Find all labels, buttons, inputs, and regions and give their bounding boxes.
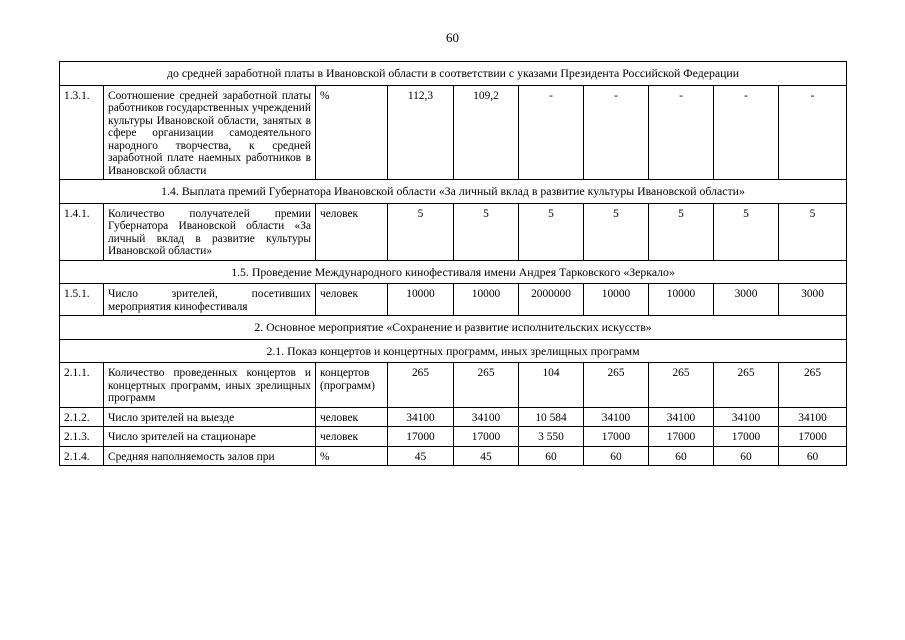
- value-cell: 10000: [584, 284, 649, 316]
- value-cell: 2000000: [519, 284, 584, 316]
- unit-cell: человек: [316, 203, 388, 260]
- value-cell: 5: [454, 203, 519, 260]
- value-cell: 109,2: [454, 85, 519, 180]
- section-row: [60, 339, 847, 363]
- value-cell: 5: [714, 203, 779, 260]
- row-number: 1.3.1.: [60, 85, 104, 180]
- value-cell: 34100: [584, 407, 649, 427]
- unit-cell: %: [316, 85, 388, 180]
- row-number: 1.4.1.: [60, 203, 104, 260]
- row-number: 2.1.2.: [60, 407, 104, 427]
- value-cell: 5: [649, 203, 714, 260]
- table-row: [60, 363, 847, 408]
- indicators-table: [59, 61, 847, 466]
- indicator-name: Число зрителей, посетивших мероприятия кинофестиваля: [104, 284, 316, 316]
- value-cell: 104: [519, 363, 584, 408]
- value-cell: 265: [649, 363, 714, 408]
- indicator-name: Соотношение средней заработной платы работников государственных учреждений культуры Ивановской области, занятых в сфере организации самодеятельного народного творчества, к средней заработной плате наемных работников в Ивановской области: [104, 85, 316, 180]
- value-cell: 60: [714, 446, 779, 466]
- unit-cell: человек: [316, 284, 388, 316]
- value-cell: 60: [584, 446, 649, 466]
- indicator-name: Количество получателей премии Губернатора Ивановской области «За личный вклад в развитие культуры Ивановской области»: [104, 203, 316, 260]
- indicator-name: Средняя наполняемость залов при: [104, 446, 316, 466]
- unit-cell: человек: [316, 427, 388, 447]
- row-number: 2.1.1.: [60, 363, 104, 408]
- value-cell: 3000: [779, 284, 847, 316]
- value-cell: 265: [454, 363, 519, 408]
- section-title: 2. Основное мероприятие «Сохранение и развитие исполнительских искусств»: [60, 316, 847, 340]
- table-body: [60, 62, 847, 466]
- section-row: [60, 260, 847, 284]
- value-cell: 10000: [388, 284, 454, 316]
- unit-cell: концертов (программ): [316, 363, 388, 408]
- value-cell: 265: [779, 363, 847, 408]
- value-cell: 265: [714, 363, 779, 408]
- value-cell: -: [649, 85, 714, 180]
- section-title: 1.5. Проведение Международного кинофестиваля имени Андрея Тарковского «Зеркало»: [60, 260, 847, 284]
- table-row: [60, 85, 847, 180]
- value-cell: 17000: [649, 427, 714, 447]
- value-cell: 34100: [649, 407, 714, 427]
- row-number: 2.1.4.: [60, 446, 104, 466]
- value-cell: 265: [388, 363, 454, 408]
- value-cell: 34100: [388, 407, 454, 427]
- value-cell: 60: [519, 446, 584, 466]
- value-cell: 17000: [388, 427, 454, 447]
- value-cell: 10000: [454, 284, 519, 316]
- value-cell: 34100: [454, 407, 519, 427]
- value-cell: 17000: [714, 427, 779, 447]
- table-row: [60, 427, 847, 447]
- section-title: до средней заработной платы в Ивановской области в соответствии с указами Президента Российской Федерации: [60, 62, 847, 86]
- value-cell: 5: [388, 203, 454, 260]
- indicator-name: Число зрителей на стационаре: [104, 427, 316, 447]
- value-cell: 5: [584, 203, 649, 260]
- value-cell: 112,3: [388, 85, 454, 180]
- value-cell: 17000: [779, 427, 847, 447]
- value-cell: 5: [519, 203, 584, 260]
- value-cell: 45: [388, 446, 454, 466]
- value-cell: -: [779, 85, 847, 180]
- value-cell: -: [519, 85, 584, 180]
- indicator-name: Количество проведенных концертов и концертных программ, иных зрелищных программ: [104, 363, 316, 408]
- table-row: [60, 407, 847, 427]
- section-title: 2.1. Показ концертов и концертных программ, иных зрелищных программ: [60, 339, 847, 363]
- table-row: [60, 446, 847, 466]
- value-cell: 60: [649, 446, 714, 466]
- value-cell: 10 584: [519, 407, 584, 427]
- value-cell: -: [584, 85, 649, 180]
- value-cell: 265: [584, 363, 649, 408]
- unit-cell: %: [316, 446, 388, 466]
- section-row: [60, 180, 847, 204]
- row-number: 2.1.3.: [60, 427, 104, 447]
- row-number: 1.5.1.: [60, 284, 104, 316]
- value-cell: 3000: [714, 284, 779, 316]
- value-cell: -: [714, 85, 779, 180]
- value-cell: 60: [779, 446, 847, 466]
- table-row: [60, 284, 847, 316]
- unit-cell: человек: [316, 407, 388, 427]
- value-cell: 45: [454, 446, 519, 466]
- value-cell: 34100: [714, 407, 779, 427]
- section-row: [60, 62, 847, 86]
- table-row: [60, 203, 847, 260]
- value-cell: 17000: [454, 427, 519, 447]
- indicator-name: Число зрителей на выезде: [104, 407, 316, 427]
- value-cell: 34100: [779, 407, 847, 427]
- page-number: 60: [446, 30, 459, 45]
- value-cell: 5: [779, 203, 847, 260]
- section-row: [60, 316, 847, 340]
- value-cell: 17000: [584, 427, 649, 447]
- section-title: 1.4. Выплата премий Губернатора Ивановской области «За личный вклад в развитие культуры Ивановской области»: [60, 180, 847, 204]
- value-cell: 3 550: [519, 427, 584, 447]
- value-cell: 10000: [649, 284, 714, 316]
